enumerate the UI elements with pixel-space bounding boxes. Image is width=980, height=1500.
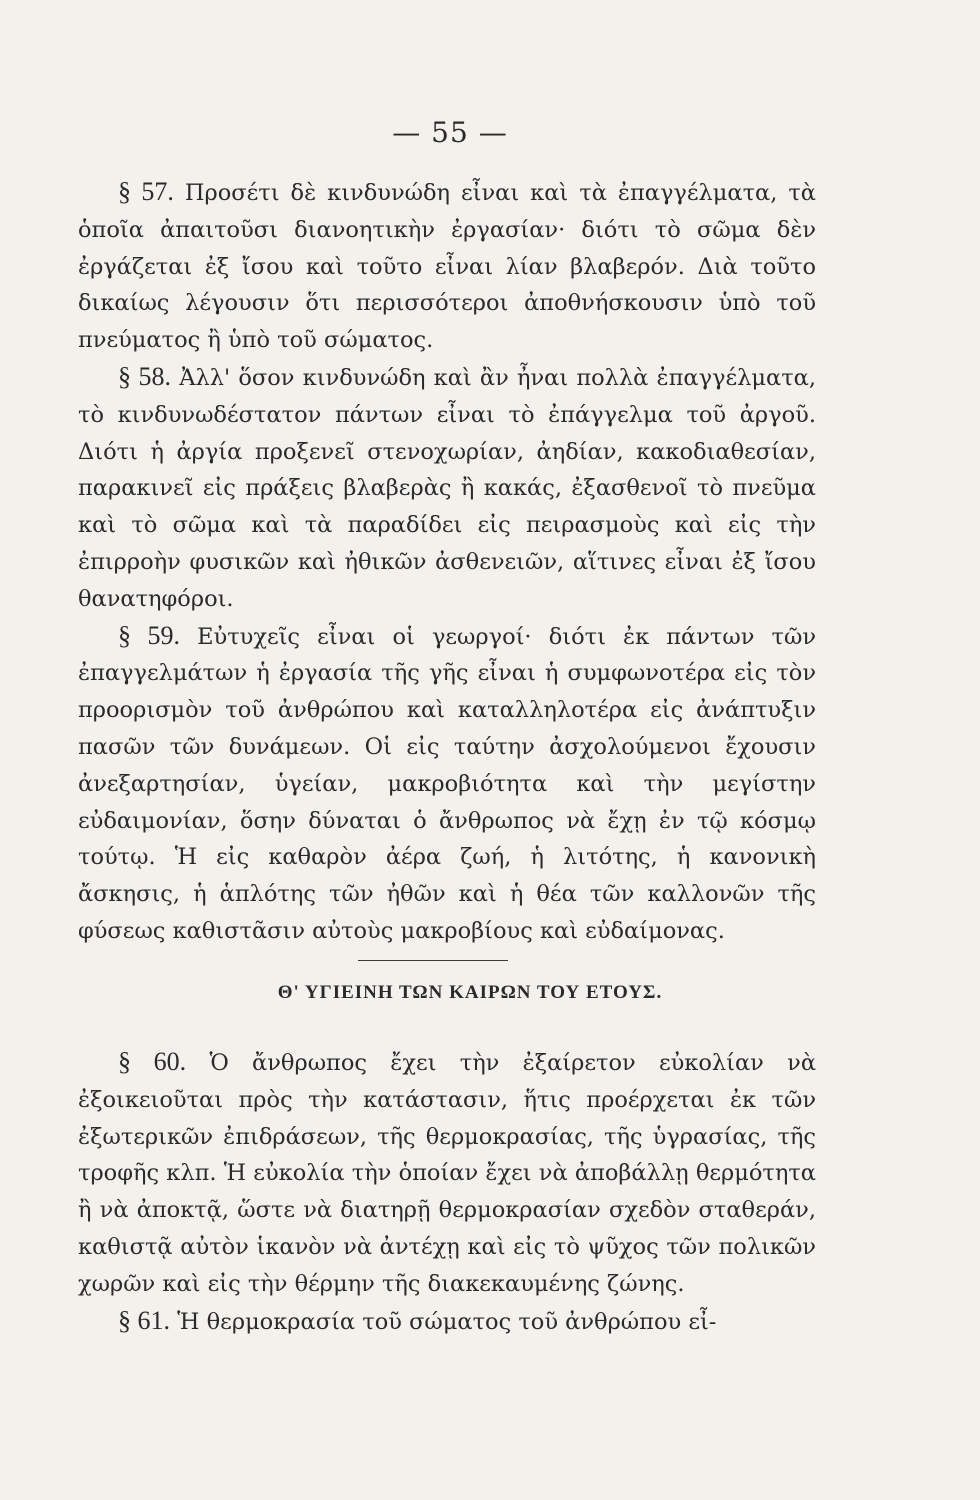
section-mark: § 60. [118, 1047, 187, 1076]
paragraph-58 [78, 359, 816, 618]
section-mark: § 59. [118, 620, 180, 650]
paragraph-text: Εὐτυχεῖς εἶναι οἱ γεωργοί· διότι ἐκ πάντων τῶν ἐπαγγελμάτων ἡ ἐργασία τῆς γῆς εἶναι ἡ συμφωνοτέρα εἰς τὸν προορισμὸν τοῦ ἀνθρώπου καὶ καταλληλοτέρα εἰς ἀνάπτυξιν πασῶν τῶν δυνάμεων. Οἱ εἰς ταύτην ἀσχολούμενοι ἔχουσιν ἀνεξαρτησίαν, ὑγείαν, μακροβιότητα καὶ τὴν μεγίστην εὐδαιμονίαν, ὅσην δύναται ὁ ἄνθρωπος νὰ ἔχῃ ἐν τῷ κόσμῳ τούτῳ. Ἡ εἰς καθαρὸν ἀέρα ζωή, ἡ λιτότης, ἡ κανονικὴ ἄσκησις, ἡ ἁπλότης τῶν ἠθῶν καὶ ἡ θέα τῶν καλλονῶν τῆς φύσεως καθιστᾶσιν αὐτοὺς μακροβίους καὶ εὐδαίμονας. [78, 623, 816, 944]
text-block-bottom [78, 1044, 816, 1340]
page-number: — 55 — [392, 116, 508, 149]
paragraph-60 [78, 1044, 816, 1303]
section-mark: § 58. [118, 361, 172, 391]
paragraph-57 [78, 174, 816, 359]
section-mark: § 61. [118, 1305, 170, 1335]
paragraph-text: Ὁ ἄνθρωπος ἔχει τὴν ἐξαίρετον εὐκολίαν νὰ ἐξοικειοῦται πρὸς τὴν κατάστασιν, ἥτις προέρχεται ἐκ τῶν ἐξωτερικῶν ἐπιδράσεων, τῆς θερμοκρασίας, τῆς ὑγρασίας, τῆς τροφῆς κλπ. Ἡ εὐκολία τὴν ὁποίαν ἔχει νὰ ἀποβάλλῃ θερμότητα ἢ νὰ ἀποκτᾷ, ὥστε νὰ διατηρῇ θερμοκρασίαν σχεδὸν σταθεράν, καθιστᾷ αὐτὸν ἱκανὸν νὰ ἀντέχῃ καὶ εἰς τὸ ψῦχος τῶν πολικῶν χωρῶν καὶ εἰς τὴν θέρμην τῆς διακεκαυμένης ζώνης. [78, 1050, 817, 1297]
section-mark: § 57. [118, 177, 174, 206]
chapter-divider [358, 960, 508, 961]
paragraph-text: Προσέτι δὲ κινδυνώδη εἶναι καὶ τὰ ἐπαγγέλματα, τὰ ὁποῖα ἀπαιτοῦσι διανοητικὴν ἐργασίαν· διότι τὸ σῶμα δὲν ἐργάζεται ἐξ ἴσου καὶ τοῦτο εἶναι λίαν βλαβερόν. Διὰ τοῦτο δικαίως λέγουσιν ὅτι περισσότεροι ἀποθνήσκουσιν ὑπὸ τοῦ πνεύματος ἢ ὑπὸ τοῦ σώματος. [78, 180, 817, 354]
paragraph-text: Ἡ θερμοκρασία τοῦ σώματος τοῦ ἀνθρώπου εἶ- [177, 1308, 717, 1335]
text-block-top [78, 174, 816, 950]
paragraph-59 [78, 618, 816, 950]
paragraph-61 [78, 1303, 816, 1341]
chapter-heading: Θ' ΥΓΙΕΙΝΗ ΤΩΝ ΚΑΙΡΩΝ ΤΟΥ ΕΤΟΥΣ. [277, 982, 663, 1003]
paragraph-text: Ἀλλ' ὅσον κινδυνώδη καὶ ἂν ἦναι πολλὰ ἐπαγγέλματα, τὸ κινδυνωδέστατον πάντων εἶναι τὸ ἐπάγγελμα τοῦ ἀργοῦ. Διότι ἡ ἀργία προξενεῖ στενοχωρίαν, ἀηδίαν, κακοδιαθεσίαν, παρακινεῖ εἰς πράξεις βλαβερὰς ἢ κακάς, ἐξασθενοῖ τὸ πνεῦμα καὶ τὸ σῶμα καὶ τὰ παραδίδει εἰς πειρασμοὺς καὶ εἰς τὴν ἐπιρροὴν φυσικῶν καὶ ἠθικῶν ἀσθενειῶν, αἵτινες εἶναι ἐξ ἴσου θανατηφόροι. [78, 364, 817, 612]
